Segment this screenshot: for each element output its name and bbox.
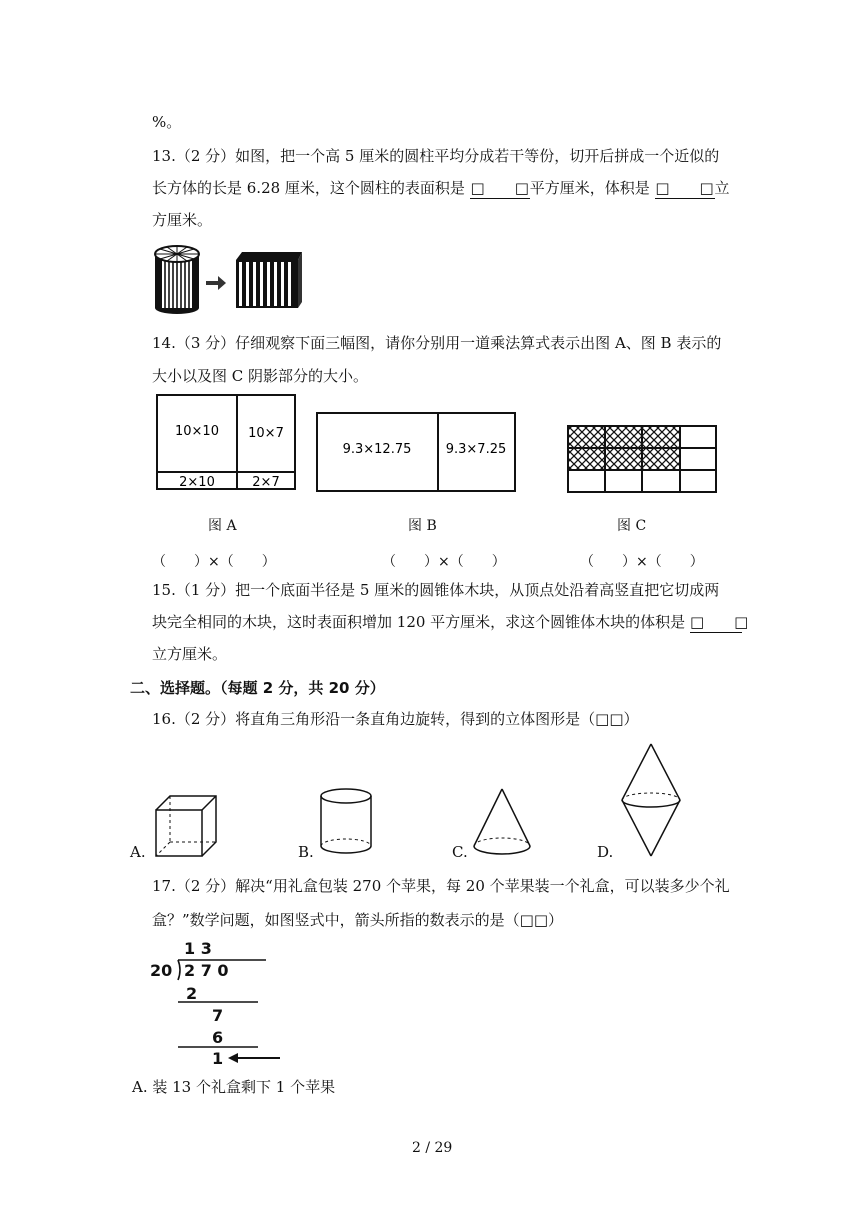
fig-c-answer: （ ）×（ ） bbox=[580, 554, 704, 570]
division-step-3: 6 bbox=[212, 1028, 224, 1047]
double-cone-figure bbox=[618, 742, 684, 860]
figure-b bbox=[316, 412, 518, 494]
q13-line2 bbox=[152, 178, 730, 199]
q15-line2 bbox=[152, 612, 749, 633]
figure-a bbox=[156, 394, 298, 492]
q13-line3: 方厘米。 bbox=[152, 211, 213, 229]
cylinder-icon bbox=[155, 246, 199, 314]
q12-tail: %。 bbox=[152, 113, 182, 131]
q16-option-a-label: A. bbox=[130, 843, 146, 861]
cuboid-icon bbox=[236, 252, 302, 308]
fig-a-answer: （ ）×（ ） bbox=[152, 554, 276, 570]
q17-line1: 17.（2 分）解决“用礼盒包装 270 个苹果，每 20 个苹果装一个礼盒，可以装多少个礼 bbox=[152, 877, 730, 895]
q15-blank-volume: □ □ bbox=[689, 613, 749, 631]
division-remainder: 1 bbox=[212, 1049, 224, 1068]
q14-line2: 大小以及图 C 阴影部分的大小。 bbox=[152, 367, 369, 385]
cone-figure bbox=[470, 786, 534, 860]
fig-a-cell-3: 2×10 bbox=[179, 475, 215, 490]
q17-option-a: A. 装 13 个礼盒剩下 1 个苹果 bbox=[132, 1078, 336, 1096]
fig-a-cell-2: 10×7 bbox=[248, 426, 284, 441]
q16-stem: 16.（2 分）将直角三角形沿一条直角边旋转，得到的立体图形是（□□） bbox=[152, 710, 639, 728]
q15-line3: 立方厘米。 bbox=[152, 645, 228, 663]
section-title: 二、选择题。（每题 2 分，共 20 分） bbox=[130, 679, 385, 697]
fig-b-cell-2: 9.3×7.25 bbox=[445, 442, 507, 457]
cylinder-figure bbox=[316, 786, 376, 860]
q17-line2: 盒？”数学问题，如图竖式中，箭头所指的数表示的是（□□） bbox=[152, 911, 564, 929]
fig-a-cell-1: 10×10 bbox=[175, 424, 219, 439]
q13-line2-a: 长方体的长是 6.28 厘米，这个圆柱的表面积是 bbox=[152, 179, 470, 197]
long-division-figure bbox=[148, 936, 288, 1068]
q14-line1: 14.（3 分）仔细观察下面三幅图，请你分别用一道乘法算式表示出图 A、图 B 表示的 bbox=[152, 334, 722, 352]
fig-b-answer: （ ）×（ ） bbox=[382, 554, 506, 570]
cube-figure bbox=[150, 790, 220, 860]
figure-c bbox=[566, 424, 718, 496]
fig-a-cell-4: 2×7 bbox=[252, 475, 280, 490]
division-divisor: 20 bbox=[150, 961, 173, 980]
cylinder-to-cuboid-figure bbox=[152, 240, 304, 314]
division-quotient: 1 3 bbox=[184, 939, 212, 958]
division-step-1: 2 bbox=[186, 984, 198, 1003]
division-dividend: 2 7 0 bbox=[184, 961, 229, 980]
division-step-2: 7 bbox=[212, 1006, 224, 1025]
q13-line1: 13.（2 分）如图，把一个高 5 厘米的圆柱平均分成若干等份，切开后拼成一个近似的 bbox=[152, 147, 720, 165]
fig-b-caption: 图 B bbox=[408, 518, 437, 534]
q13-blank-surface-area: □ □ bbox=[470, 179, 529, 197]
fig-b-cell-1: 9.3×12.75 bbox=[342, 442, 412, 457]
q16-option-b-label: B. bbox=[298, 843, 314, 861]
fig-a-caption: 图 A bbox=[208, 518, 237, 534]
q15-line2-a: 块完全相同的木块，这时表面积增加 120 平方厘米，求这个圆锥体木块的体积是 bbox=[152, 613, 690, 631]
page-number: 2 / 29 bbox=[412, 1140, 453, 1156]
q16-option-c-label: C. bbox=[452, 843, 468, 861]
q13-line2-c: 立 bbox=[714, 179, 730, 197]
q13-line2-b: 平方厘米，体积是 bbox=[529, 179, 655, 197]
fig-c-caption: 图 C bbox=[617, 518, 647, 534]
q15-line1: 15.（1 分）把一个底面半径是 5 厘米的圆锥体木块，从顶点处沿着高竖直把它切成两 bbox=[152, 581, 720, 599]
arrow-right-icon bbox=[206, 276, 226, 290]
arrow-left-icon bbox=[228, 1053, 280, 1063]
q16-option-d-label: D. bbox=[597, 843, 614, 861]
q13-blank-volume: □ □ bbox=[655, 179, 714, 197]
